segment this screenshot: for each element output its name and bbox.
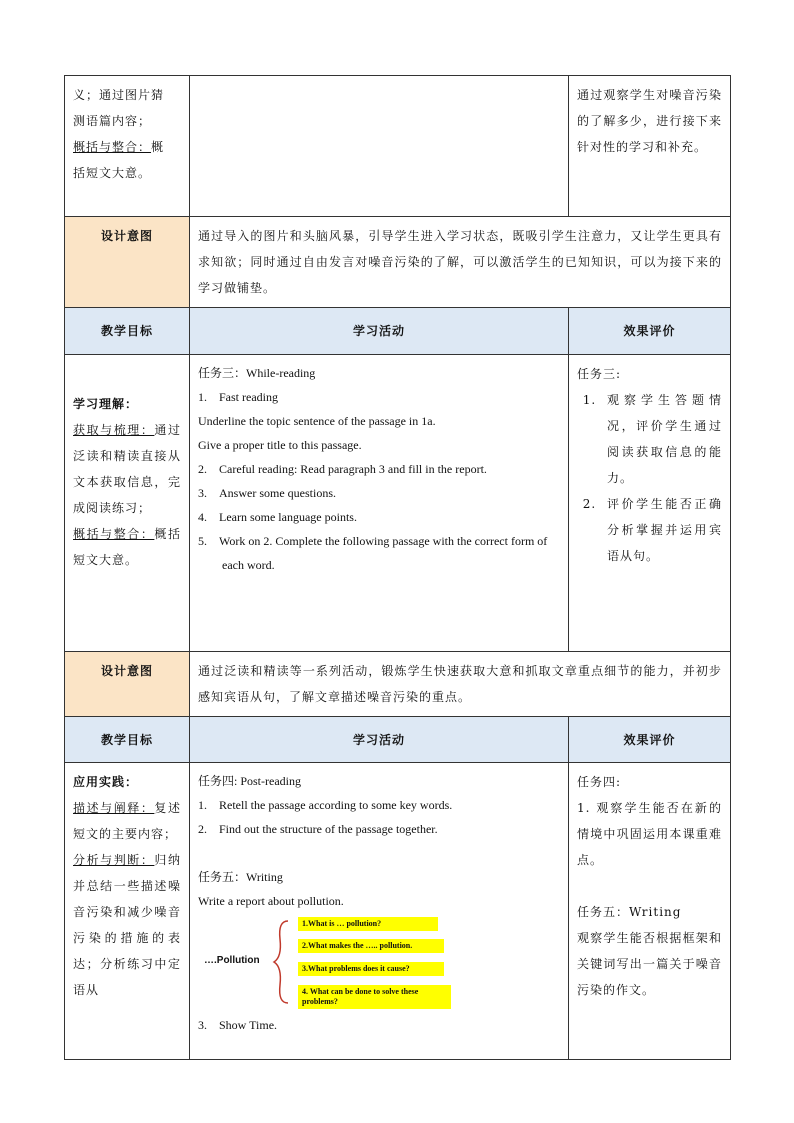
design-intent-row [65, 652, 731, 717]
goal-title: 应用实践： [73, 775, 139, 789]
eval-title: 任务五：Writing [577, 905, 682, 919]
goal-cell [65, 76, 190, 217]
list-item: 3. Show Time. [198, 1018, 278, 1032]
task-desc: Write a report about pollution. [198, 894, 344, 908]
design-intent-text: 通过导入的图片和头脑风暴，引导学生进入学习状态，既吸引学生注意力，又让学生更具有求知欲；同时通过自由发言对噪音污染的了解，可以激活学生的已知知识，可以为接下来的学习做铺垫。 [190, 217, 731, 308]
list-item: 4. Learn some language points. [198, 510, 357, 524]
goal-text [73, 417, 181, 521]
header-goal: 教学目标 [65, 717, 190, 763]
evaluation-cell [569, 355, 731, 652]
activity-cell [190, 76, 569, 217]
task-title: 任务四: Post-reading [198, 774, 301, 788]
header-evaluation: 效果评价 [569, 717, 731, 763]
goal-text [73, 795, 181, 847]
goal-line: 括短文大意。 [73, 166, 152, 180]
brace-icon [272, 917, 292, 1007]
list-item: 3. Answer some questions. [198, 486, 336, 500]
diagram-box: 4. What can be done to solve these problems? [298, 985, 451, 1009]
list-item: 2. Careful reading: Read paragraph 3 and fill in the report. [198, 462, 487, 476]
design-intent-label: 设计意图 [65, 652, 190, 717]
list-item: Underline the topic sentence of the passage in 1a. [198, 414, 436, 428]
goal-cell [65, 355, 190, 652]
goal-cell [65, 763, 190, 1060]
continuation-row [65, 76, 731, 217]
list-item: 2. Find out the structure of the passage together. [198, 822, 438, 836]
design-intent-label: 设计意图 [65, 217, 190, 308]
eval-item: 1. 观察学生能否在新的情境中巩固运用本课重难点。 [577, 801, 722, 867]
eval-item: 观察学生能否根据框架和关键词写出一篇关于噪音污染的作文。 [577, 931, 722, 997]
task-title: 任务三：While-reading [198, 366, 316, 380]
goal-line: 测语篇内容； [73, 114, 152, 128]
header-goal: 教学目标 [65, 308, 190, 355]
header-row [65, 308, 731, 355]
diagram-center-label: ….Pollution [204, 955, 260, 966]
goal-skill-label: 概括与整合： [73, 527, 155, 541]
list-item: 5. Work on 2. Complete the following passage with the correct form of each word. [198, 534, 548, 572]
evaluation-cell [569, 763, 731, 1060]
design-intent-text: 通过泛读和精读等一系列活动，锻炼学生快速获取大意和抓取文章重点细节的能力，并初步感知宾语从句，了解文章描述噪音污染的重点。 [190, 652, 731, 717]
design-intent-row [65, 217, 731, 308]
header-evaluation: 效果评价 [569, 308, 731, 355]
goal-line: 义；通过图片猜 [73, 88, 165, 102]
lesson-plan-table [64, 75, 731, 1060]
goal-skill-label: 获取与梳理： [73, 423, 155, 437]
goal-desc: 概括短文大意。 [73, 527, 181, 567]
eval-item: 1. 观察学生答题情况，评价学生通过阅读获取信息的能力。 [601, 387, 722, 491]
goal-title: 学习理解： [73, 397, 139, 411]
list-item: 1. Retell the passage according to some key words. [198, 798, 453, 812]
evaluation-cell: 通过观察学生对噪音污染的了解多少，进行接下来针对性的学习和补充。 [569, 76, 731, 217]
goal-line [73, 134, 181, 160]
goal-text [73, 521, 181, 573]
diagram-box: 2.What makes the ….. pollution. [298, 939, 444, 953]
while-reading-row [65, 355, 731, 652]
header-row [65, 717, 731, 763]
eval-title: 任务四: [577, 775, 622, 789]
post-reading-row [65, 763, 731, 1060]
goal-desc: 归纳并总结一些描述噪音污染和减少噪音污染的措施的表达；分析练习中定语从 [73, 853, 181, 997]
goal-skill-label: 概括与整合： [73, 140, 152, 154]
header-activity: 学习活动 [190, 308, 569, 355]
goal-text [73, 847, 181, 1003]
list-item: Give a proper title to this passage. [198, 438, 362, 452]
goal-desc: 复述短文的主要内容； [73, 801, 181, 841]
list-item: 1. Fast reading [198, 390, 278, 404]
activity-cell [190, 355, 569, 652]
eval-item: 2. 评价学生能否正确分析掌握并运用宾语从句。 [601, 491, 722, 569]
goal-desc: 通过泛读和精读直接从文本获取信息，完成阅读练习； [73, 423, 181, 515]
header-activity: 学习活动 [190, 717, 569, 763]
activity-cell [190, 763, 569, 1060]
task-title: 任务五：Writing [198, 870, 283, 884]
goal-skill-label: 描述与阐释： [73, 801, 155, 815]
eval-title: 任务三: [577, 367, 622, 381]
goal-skill-label: 分析与判断： [73, 853, 155, 867]
writing-framework-diagram [198, 917, 560, 1013]
goal-text: 概 [151, 140, 165, 154]
diagram-box: 3.What problems does it cause? [298, 962, 444, 976]
diagram-box: 1.What is … pollution? [298, 917, 438, 931]
